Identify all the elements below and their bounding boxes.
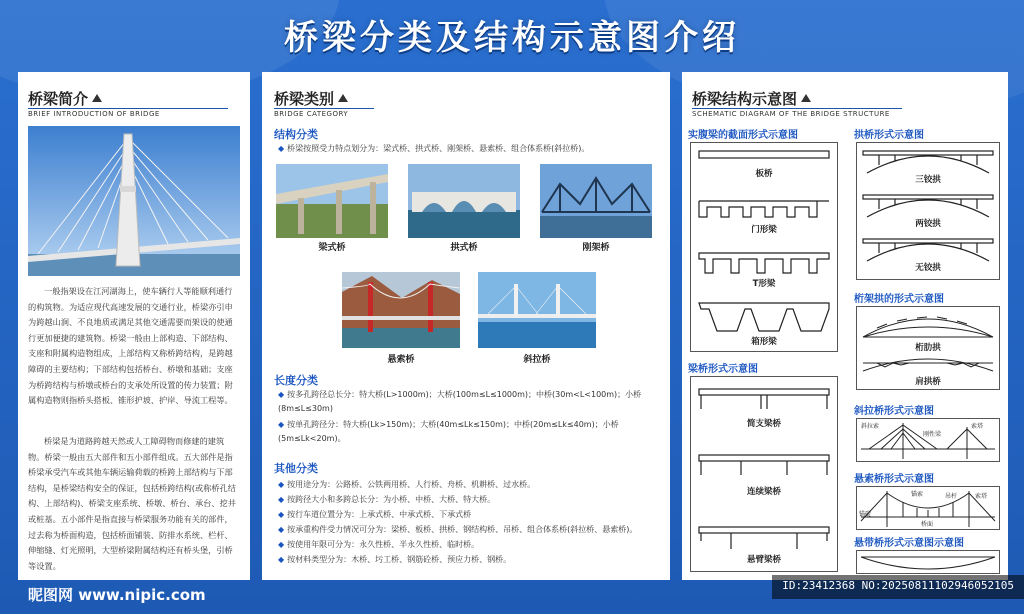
box-beam-label: 箱形梁 [751,337,777,347]
plate-bridge-label: 板桥 [755,169,773,179]
hingeless-arch-label: 无铰拱 [915,263,941,273]
structure-heading: 结构分类 [274,128,318,141]
truss-arch-heading: 桁架拱的形式示意图 [854,294,944,305]
cable-stayed-photo [478,272,596,348]
other-item-6: ◆ 按材料类型分为：木桥、圬工桥、钢筋砼桥、预应力桥、钢桥。 [278,555,512,564]
diamond-bullet-icon: ◆ [278,510,285,519]
deck-label: 桥面 [921,521,934,528]
diamond-bullet-icon: ◆ [278,540,285,549]
tied-arch-diagram [856,550,1000,574]
other-heading: 其他分类 [274,462,318,475]
diamond-bullet-icon: ◆ [278,525,285,534]
two-hinged-arch-label: 两铰拱 [915,219,941,229]
diamond-bullet-icon: ◆ [278,480,285,489]
shoulder-arch-label: 肩拱桥 [915,377,941,387]
simple-beam-label: 简支梁桥 [746,419,781,429]
arch-heading: 拱桥形式示意图 [854,130,924,141]
other-item-4: ◆ 按承重构件受力情况可分为：梁桥、板桥、拱桥、钢结构桥、吊桥、组合体系桥(斜拉桥、悬索桥)。 [278,525,638,534]
cable-stayed-bridge-photo [28,126,240,276]
rigid-frame-bridge-photo [540,164,652,238]
diamond-bullet-icon: ◆ [278,420,285,429]
schematic-panel [682,72,1008,580]
solid-beam-heading: 实腹梁的截面形式示意图 [688,130,798,141]
tower-label: 索塔 [971,423,984,430]
length-item-2: ◆ 按单孔跨径分：特大桥(Lk>150m)；大桥(40m≤Lk≤150m)；中桥(20m≤Lk≤40m)；小桥(5m≤Lk<20m)。 [278,420,619,443]
other-item-2: ◆ 按跨径大小和多跨总长分：为小桥、中桥、大桥、特大桥。 [278,495,496,504]
mountain-icon [801,94,811,102]
other-item-5: ◆ 按使用年限可分为：永久性桥、半永久性桥、临时桥。 [278,540,480,549]
schematic-rule [692,108,902,109]
truss-arch-diagram [856,306,1000,390]
suspension-diagram [856,486,1000,530]
beam-bridge-photo [276,164,388,238]
portal-beam-label: 门形梁 [751,225,777,235]
intro-heading: 桥梁简介 [28,88,102,109]
suspension-bridge-caption: 悬索桥 [387,355,415,365]
schematic-heading: 桥梁结构示意图 [692,88,811,109]
diamond-bullet-icon: ◆ [278,144,285,153]
continuous-beam-label: 连续梁桥 [746,487,781,497]
intro-paragraph-1: 一般指架设在江河湖海上，使车辆行人等能顺利通行的构筑物。为适应现代高速发展的交通行业，桥梁亦引申为跨越山涧、不良地质或满足其他交通需要而架设的使通行更加便捷的建筑物。桥梁一般由上部构造、下部结构、支座和附属构造物组成，上部结构又称桥跨结构，是跨越障碍的主要结构；下部结构包括桥台、桥墩和基础；支座为桥跨结构与桥墩或桥台的支承处所设置的传力装置；附属构造物则指桥头搭板、锥形护坡、护岸、导流工程等。 [28,286,233,406]
schematic-subheading: SCHEMATIC DIAGRAM OF THE BRIDGE STRUCTURE [692,110,890,118]
length-heading: 长度分类 [274,374,318,387]
truss-rib-arch-label: 桁肋拱 [915,343,941,353]
three-hinged-arch-label: 三铰拱 [915,175,941,185]
suspension-heading: 悬索桥形式示意图 [854,474,934,485]
suspension-tower-label: 索塔 [975,493,988,500]
mountain-icon [338,94,348,102]
mountain-icon [92,94,102,102]
diamond-bullet-icon: ◆ [278,555,285,564]
page-title: 桥梁分类及结构示意图介绍 [284,18,740,58]
beam-bridge-heading: 梁桥形式示意图 [688,364,758,375]
arch-bridge-photo [408,164,520,238]
length-item-1: ◆ 按多孔跨径总长分：特大桥(L>1000m)；大桥(100m≤L≤1000m)；中桥(30m<L<100m)；小桥(8m≤L≤30m) [278,390,642,413]
rigid-frame-bridge-caption: 刚架桥 [582,243,610,253]
beam-bridge-caption: 梁式桥 [318,243,346,253]
rigid-beam-label: 刚性梁 [923,431,942,438]
arch-diagram [856,142,1000,280]
cable-stayed-heading: 斜拉桥形式示意图 [854,406,934,417]
cable-stayed-bridge-caption: 斜拉桥 [523,355,551,365]
category-heading: 桥梁类别 [274,88,348,109]
diamond-bullet-icon: ◆ [278,390,285,399]
stay-cable-label: 斜拉索 [861,423,880,430]
cable-stayed-diagram [856,418,1000,462]
intro-rule [28,108,228,109]
watermark-left: 昵图网 www.nipic.com [28,586,206,604]
intro-subheading: BRIEF INTRODUCTION OF BRIDGE [28,110,160,118]
anchor-cable-label: 锚索 [911,491,924,498]
category-rule [274,108,374,109]
arch-bridge-caption: 拱式桥 [450,243,478,253]
cantilever-beam-label: 悬臂梁桥 [746,555,781,565]
intro-paragraph-2: 桥梁是为道路跨越天然或人工障碍物而修建的建筑物。桥梁一般由五大部件和五小部件组成。五大部件是指桥梁承受汽车或其他车辆运输荷载的桥跨上部结构与下部结构，是桥梁结构安全的保证，包括桥跨结构(或称桥孔结构、上部结构)、桥梁支座系统、桥墩、桥台、承台、挖井或桩基。五小部件是指直接与桥梁服务功能有关的部件，过去称为桥面构造，包括桥面铺装、防排水系统、栏杆、伸缩缝、灯光照明，大型桥梁附属结构还有桥头堡，引桥等设置。 [28,436,236,571]
t-beam-label: T形梁 [752,279,776,289]
hanger-label: 吊杆 [945,493,958,500]
category-panel [262,72,670,580]
diamond-bullet-icon: ◆ [278,495,285,504]
tied-arch-heading: 悬带桥形式示意图示意图 [854,538,964,549]
suspension-bridge-photo [342,272,460,348]
watermark-right: ID:23412368 NO:20250811102946052105 [772,575,1024,599]
anchorage-label: 锚碇 [859,511,872,518]
structure-text: ◆ 桥梁按照受力特点划分为：梁式桥、拱式桥、刚架桥、悬索桥、组合体系桥(斜拉桥)。 [278,144,590,153]
intro-panel [18,72,250,580]
other-item-1: ◆ 按用途分为：公路桥、公铁两用桥、人行桥、舟桥、机耕桥、过水桥。 [278,480,536,489]
other-item-3: ◆ 按行车道位置分为：上承式桥、中承式桥、下承式桥 [278,510,472,519]
beam-bridge-diagram [690,376,838,572]
category-subheading: BRIDGE CATEGORY [274,110,349,118]
solid-beam-diagram [690,142,838,352]
